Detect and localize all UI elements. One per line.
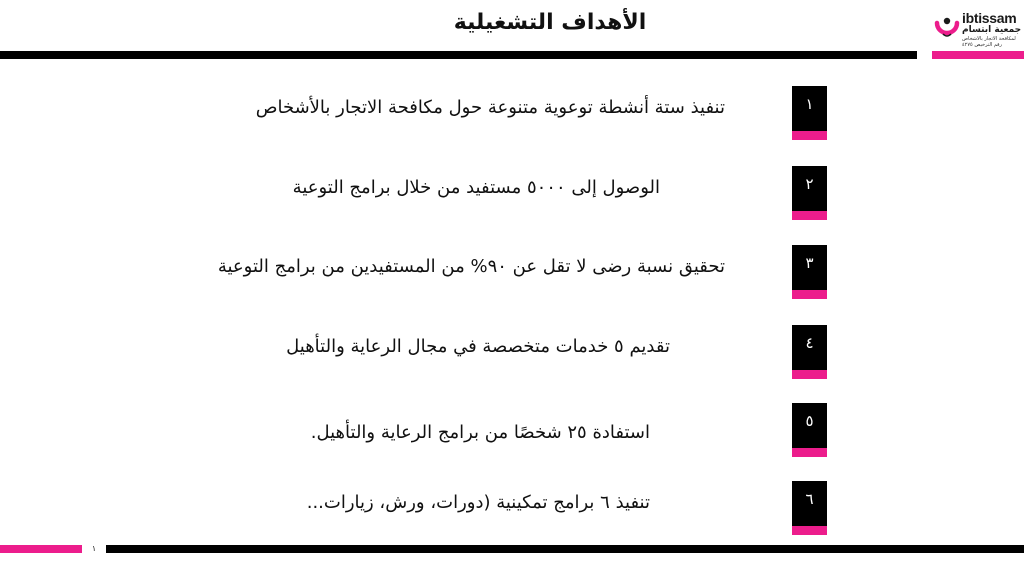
logo-name: ibtissam [962,10,1017,26]
goal-number: ٤ [792,325,827,370]
goal-text: الوصول إلى ٥٠٠٠ مستفيد من خلال برامج التوعية [292,177,660,198]
goal-number-accent [792,131,827,140]
goal-number: ١ [792,86,827,131]
goal-item [0,166,1024,228]
page-title: الأهداف التشغيلية [453,10,647,35]
logo [934,10,1022,48]
header-accent [932,51,1024,59]
goal-number: ٣ [792,245,827,290]
goal-number-accent [792,211,827,220]
goal-item [0,325,1024,387]
goal-number-box [792,403,827,465]
goal-number: ٢ [792,166,827,211]
goal-text: استفادة ٢٥ شخصًا من برامج الرعاية والتأهيل. [310,422,650,443]
goal-text: تحقيق نسبة رضى لا تقل عن ٩٠% من المستفيدين من برامج التوعية [217,256,725,277]
goal-number-box [792,166,827,228]
goal-number-accent [792,448,827,457]
goal-text: تنفيذ ستة أنشطة توعوية متنوعة حول مكافحة الاتجار بالأشخاص [255,97,725,118]
goal-number-box [792,325,827,387]
goal-item [0,86,1024,148]
goal-number-box [792,86,827,148]
goal-number: ٦ [792,481,827,526]
goal-number-accent [792,370,827,379]
logo-subtitle [962,36,1022,48]
header-divider [0,51,917,59]
footer-divider [106,545,1024,553]
goal-item [0,481,1024,543]
goal-number-box [792,245,827,307]
goal-item [0,245,1024,307]
logo-subtitle-line: لمكافحة الاتجار بالأشخاص [962,36,1016,42]
logo-registration: رقم الترخيص ٤٢٧٥ [962,42,1002,48]
footer-accent [0,545,82,553]
goal-text: تقديم ٥ خدمات متخصصة في مجال الرعاية والتأهيل [286,336,670,357]
page-number: ١ [91,544,97,553]
goal-item [0,403,1024,465]
goal-text: تنفيذ ٦ برامج تمكينية (دورات، ورش، زيارات... [306,492,650,513]
logo-arabic-name: جمعية ابتسام [962,25,1022,35]
goal-number-accent [792,526,827,535]
goal-number-box [792,481,827,543]
smile-logo-icon [934,14,960,40]
goal-number: ٥ [792,403,827,448]
goal-number-accent [792,290,827,299]
